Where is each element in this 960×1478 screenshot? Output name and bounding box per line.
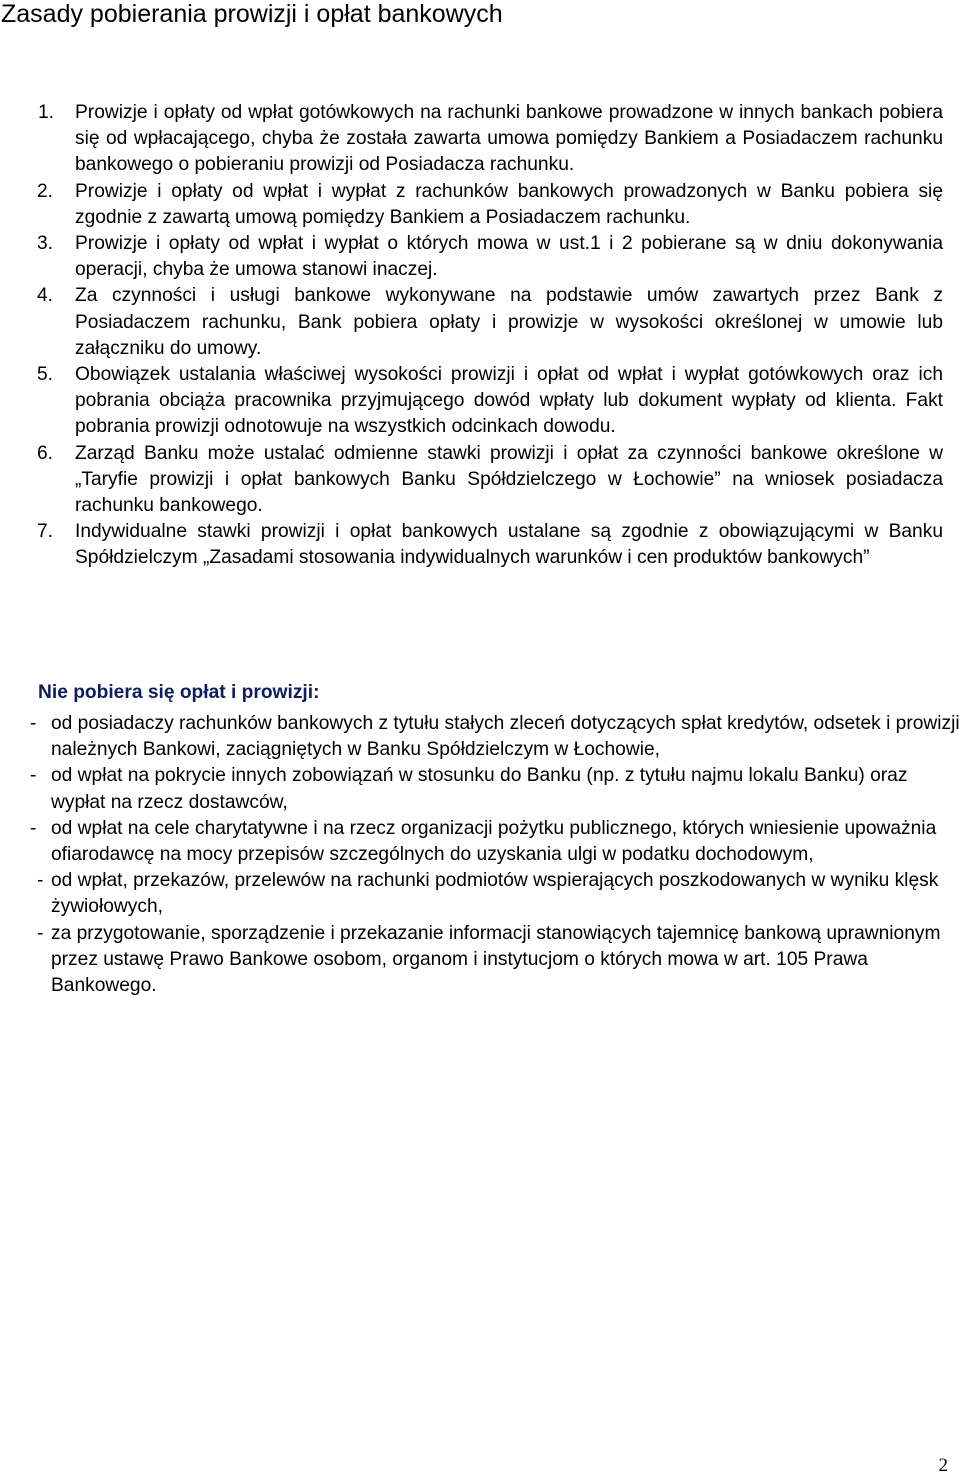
exemption-item-2: [30, 763, 960, 815]
rule-item-1: [38, 100, 943, 179]
rule-number: 5.: [37, 364, 54, 386]
dash-bullet: -: [37, 922, 44, 944]
exemption-text: od wpłat na pokrycie innych zobowiązań w stosunku do Banku (np. z tytułu najmu lokalu Banku) oraz wypłat na rzecz dostawców,: [51, 765, 908, 813]
exemption-item-3: [30, 816, 960, 868]
exemption-text: od posiadaczy rachunków bankowych z tytułu stałych zleceń dotyczących spłat kredytów, odsetek i prowizji należnych Bankowi, zaciągniętych w Banku Spółdzielczym w Łochowie,: [51, 713, 960, 761]
rule-text: Zarząd Banku może ustalać odmienne stawki prowizji i opłat za czynności bankowe określone w „Taryfie prowizji i opłat bankowych Banku Spółdzielczego w Łochowie” na wniosek posiadacza rachunku bankowego.: [75, 442, 943, 517]
numbered-rules-list: [38, 100, 943, 572]
rule-text: Prowizje i opłaty od wpłat i wypłat z rachunków bankowych prowadzonych w Banku pobiera się zgodnie z zawartą umową pomiędzy Bankiem a Posiadaczem rachunku.: [75, 180, 943, 228]
exemptions-list: [30, 711, 960, 999]
exemption-item-1: [30, 711, 960, 763]
dash-bullet: -: [30, 765, 37, 787]
rule-text: Za czynności i usługi bankowe wykonywane na podstawie umów zawartych przez Bank z Posiadaczem rachunku, Bank pobiera opłaty i prowizje w wysokości określonej w umowie lub załączniku do umowy.: [75, 285, 943, 359]
dash-bullet: -: [37, 870, 44, 892]
exemption-text: za przygotowanie, sporządzenie i przekazanie informacji stanowiących tajemnicę bankową uprawnionym przez ustawę Prawo Bankowe osobom, organom i instytucjom o których mowa w art. 105 Prawa Bankowego.: [51, 922, 941, 997]
page-title: Zasady pobierania prowizji i opłat bankowych: [1, 0, 503, 28]
rule-item-5: [38, 362, 943, 441]
exemption-item-4: [30, 868, 960, 920]
rule-text: Prowizje i opłaty od wpłat i wypłat o których mowa w ust.1 i 2 pobierane są w dniu dokonywania operacji, chyba że umowa stanowi inaczej.: [75, 233, 943, 281]
rule-number: 2.: [37, 180, 54, 202]
rule-number: 4.: [37, 285, 54, 307]
rule-item-6: [38, 441, 943, 520]
page-number: 2: [938, 1455, 948, 1476]
dash-bullet: -: [30, 713, 37, 734]
rule-text: Obowiązek ustalania właściwej wysokości prowizji i opłat od wpłat i wypłat gotówkowych oraz ich pobrania obciąża pracownika przyjmującego dowód wpłaty lub dokument wypłaty od klienta. Fakt pobrania prowizji odnotowuje na wszystkich odcinkach dowodu.: [75, 364, 943, 438]
rule-text: Indywidualne stawki prowizji i opłat bankowych ustalane są zgodnie z obowiązującymi w Banku Spółdzielczym „Zasadami stosowania indywidualnych warunków i cen produktów bankowych”: [75, 521, 943, 569]
exemptions-heading: Nie pobiera się opłat i prowizji:: [38, 682, 320, 703]
rule-text: Prowizje i opłaty od wpłat gotówkowych na rachunki bankowe prowadzone w innych bankach pobiera się od wpłacającego, chyba że została zawarta umowa pomiędzy Bankiem a Posiadaczem rachunku bankowego o pobieraniu prowizji od Posiadacza rachunku.: [75, 102, 943, 176]
rule-item-3: [38, 231, 943, 283]
rule-number: 6.: [37, 442, 54, 464]
exemption-item-5: [30, 921, 960, 1000]
rule-number: 3.: [37, 233, 54, 255]
rule-number: 1.: [38, 102, 55, 123]
rule-item-4: [38, 283, 943, 362]
dash-bullet: -: [30, 817, 37, 839]
rule-item-2: [38, 179, 943, 231]
exemption-text: od wpłat, przekazów, przelewów na rachunki podmiotów wspierających poszkodowanych w wyniku klęsk żywiołowych,: [51, 870, 939, 918]
exemption-text: od wpłat na cele charytatywne i na rzecz organizacji pożytku publicznego, których wniesienie upoważnia ofiarodawcę na mocy przepisów szczególnych do uzyskania ulgi w podatku dochodowym,: [51, 817, 937, 866]
rule-number: 7.: [37, 521, 54, 543]
rule-item-7: [38, 519, 943, 571]
